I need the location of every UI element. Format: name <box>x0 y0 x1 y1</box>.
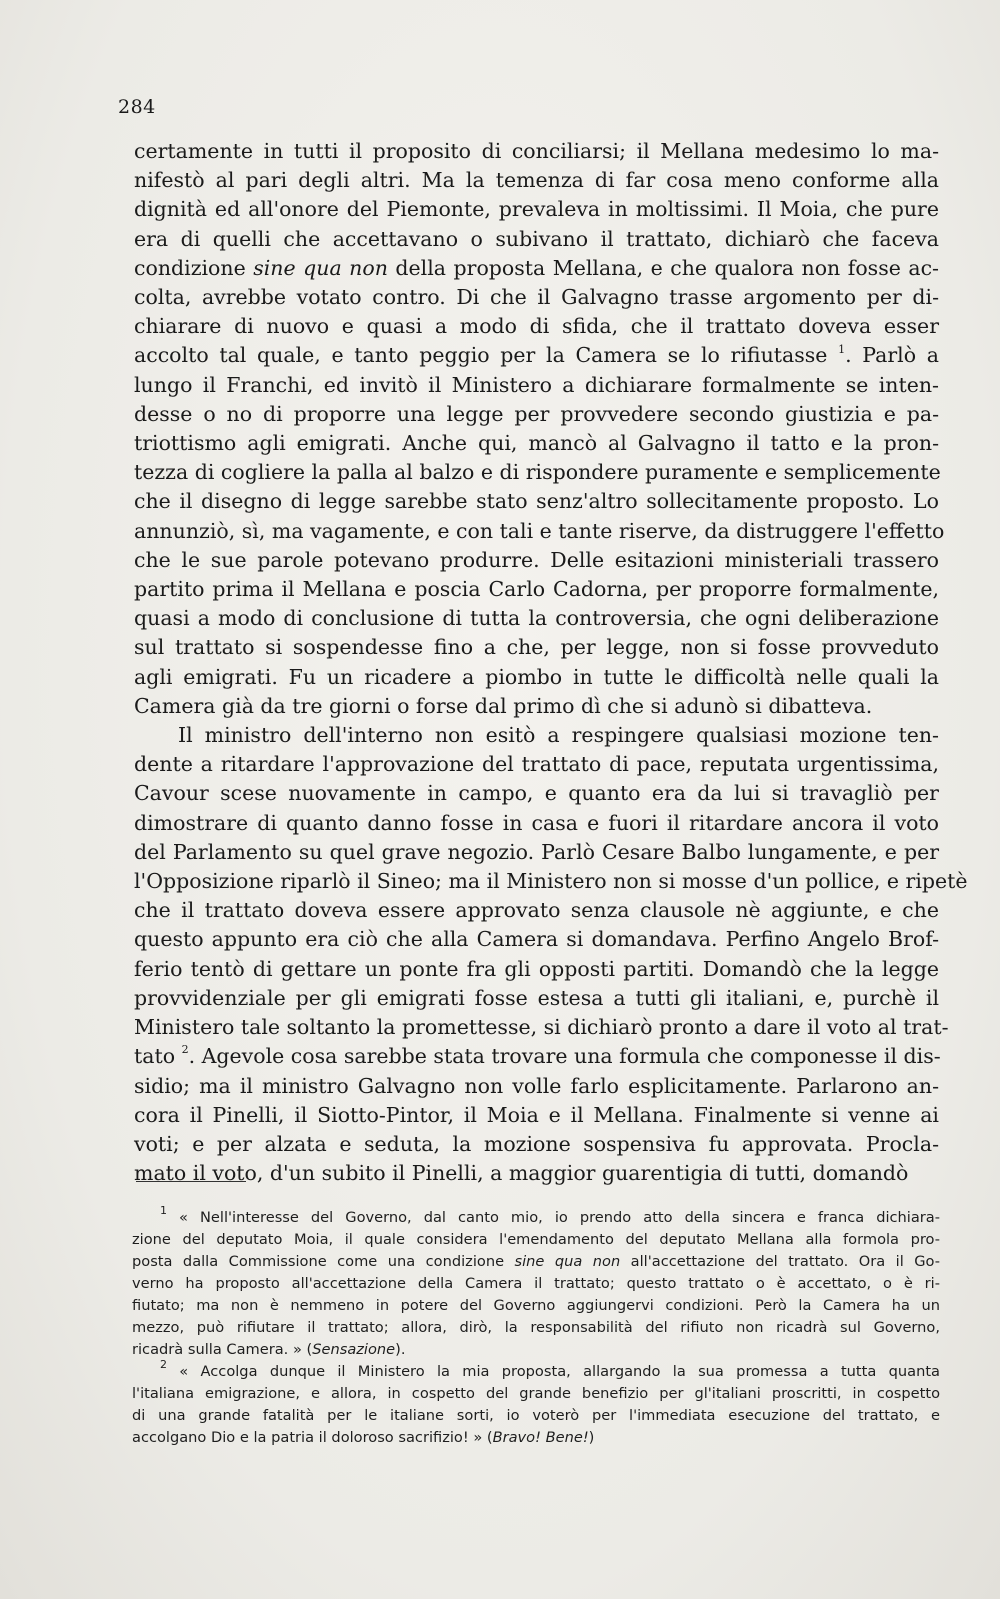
footnote-line: di una grande fatalità per le italiane sorti, io voterò per l'immediata esecuzione del trattato, e <box>132 1407 940 1424</box>
text-line: del Parlamento su quel grave negozio. Parlò Cesare Balbo lungamente, e per <box>134 839 939 864</box>
footnote-line: mezzo, può rifiutare il trattato; allora, dirò, la responsabilità del rifiuto non ricadrà sul Governo, <box>132 1319 940 1336</box>
footnote-line: l'italiana emigrazione, e allora, in cospetto del grande benefizio per gl'italiani proscritti, in cospetto <box>132 1385 940 1402</box>
page-number: 284 <box>118 96 156 118</box>
text-line: condizione sine qua non della proposta Mellana, e che qualora non fosse ac- <box>134 255 939 280</box>
text-line: agli emigrati. Fu un ricadere a piombo in tutte le difficoltà nelle quali la <box>134 664 939 689</box>
footnote-divider <box>136 1181 246 1182</box>
text-line: accolto tal quale, e tanto peggio per la Camera se lo rifiutasse $^1$. Parlò a <box>134 342 939 368</box>
text-line: partito prima il Mellana e poscia Carlo Cadorna, per proporre formalmente, <box>134 577 939 602</box>
text-line: sul trattato si sospendesse fino a che, per legge, non si fosse provveduto <box>134 635 939 660</box>
text-line: tato $^2$. Agevole cosa sarebbe stata trovare una formula che componesse il dis- <box>134 1043 941 1069</box>
footnote-line: fiutato; ma non è nemmeno in potere del Governo aggiungervi condizioni. Però la Camera ha un <box>132 1297 940 1314</box>
text-line: Ministero tale soltanto la promettesse, si dichiarò pronto a dare il voto al trat- <box>134 1015 949 1040</box>
text-line: che le sue parole potevano produrre. Delle esitazioni ministeriali trassero <box>134 547 939 572</box>
text-line: ferio tentò di gettare un ponte fra gli opposti partiti. Domandò che la legge <box>134 956 939 981</box>
footnote-line: $^2$ « Accolga dunque il Ministero la mia proposta, allargando la sua promessa a tutta quanta <box>160 1358 940 1380</box>
text-line: era di quelli che accettavano o subivano il trattato, dichiarò che faceva <box>134 226 939 251</box>
text-line: quasi a modo di conclusione di tutta la controversia, che ogni deliberazione <box>134 606 939 631</box>
text-line: cora il Pinelli, il Siotto-Pintor, il Moia e il Mellana. Finalmente si venne ai <box>134 1102 939 1127</box>
footnote-line: accolgano Dio e la patria il doloroso sacrifizio! » (Bravo! Bene!) <box>132 1429 595 1446</box>
text-line: annunziò, sì, ma vagamente, e con tali e tante riserve, da distruggere l'effetto <box>134 518 945 543</box>
text-line: provvidenziale per gli emigrati fosse estesa a tutti gli italiani, e, purchè il <box>134 985 939 1010</box>
text-line: triottismo agli emigrati. Anche qui, mancò al Galvagno il tatto e la pron- <box>134 431 939 456</box>
text-line: l'Opposizione riparlò il Sineo; ma il Ministero non si mosse d'un pollice, e ripetè <box>134 869 968 894</box>
text-line: Cavour scese nuovamente in campo, e quanto era da lui si travagliò per <box>134 781 939 806</box>
text-line: che il disegno di legge sarebbe stato senz'altro sollecitamente proposto. Lo <box>134 489 939 514</box>
main-text <box>134 137 968 1188</box>
text-line: voti; e per alzata e seduta, la mozione sospensiva fu approvata. Procla- <box>134 1131 939 1156</box>
text-line: tezza di cogliere la palla al balzo e di rispondere puramente e semplicemente <box>134 460 941 485</box>
text-line: chiarare di nuovo e quasi a modo di sfida, che il trattato doveva esser <box>134 314 939 339</box>
text-line: Il ministro dell'interno non esitò a respingere qualsiasi mozione ten- <box>178 723 939 748</box>
footnote-line: $^1$ « Nell'interesse del Governo, dal canto mio, io prendo atto della sincera e franca dichiara- <box>160 1204 940 1226</box>
text-line: che il trattato doveva essere approvato senza clausole nè aggiunte, e che <box>134 898 939 923</box>
text-line: dente a ritardare l'approvazione del trattato di pace, reputata urgentissima, <box>134 752 939 777</box>
text-line: colta, avrebbe votato contro. Di che il Galvagno trasse argomento per di- <box>134 285 939 310</box>
text-line: nifestò al pari degli altri. Ma la temenza di far cosa meno conforme alla <box>134 168 939 193</box>
text-line: Camera già da tre giorni o forse dal primo dì che si adunò si dibatteva. <box>134 693 873 718</box>
text-line: questo appunto era ciò che alla Camera si domandava. Perfino Angelo Brof- <box>134 927 939 952</box>
text-line: dimostrare di quanto danno fosse in casa e fuori il ritardare ancora il voto <box>134 810 939 835</box>
text-line: sidio; ma il ministro Galvagno non volle farlo esplicitamente. Parlarono an- <box>134 1073 939 1098</box>
text-line: dignità ed all'onore del Piemonte, prevaleva in moltissimi. Il Moia, che pure <box>134 197 939 222</box>
text-line: mato il voto, d'un subito il Pinelli, a maggior guarentigia di tutti, domandò <box>134 1161 909 1186</box>
footnotes <box>132 1204 940 1449</box>
footnote-line: verno ha proposto all'accettazione della Camera il trattato; questo trattato o è accettato, o è ri- <box>132 1275 940 1292</box>
text-line: lungo il Franchi, ed invitò il Ministero a dichiarare formalmente se inten- <box>134 372 939 397</box>
footnote-line: posta dalla Commissione come una condizione sine qua non all'accettazione del trattato. Ora il Go- <box>132 1253 940 1270</box>
footnote-line: zione del deputato Moia, il quale considera l'emendamento del deputato Mellana alla formola pro- <box>132 1231 940 1248</box>
footnote-line: ricadrà sulla Camera. » (Sensazione). <box>132 1341 406 1358</box>
text-line: desse o no di proporre una legge per provvedere secondo giustizia e pa- <box>134 401 939 426</box>
text-line: certamente in tutti il proposito di conciliarsi; il Mellana medesimo lo ma- <box>134 139 939 163</box>
